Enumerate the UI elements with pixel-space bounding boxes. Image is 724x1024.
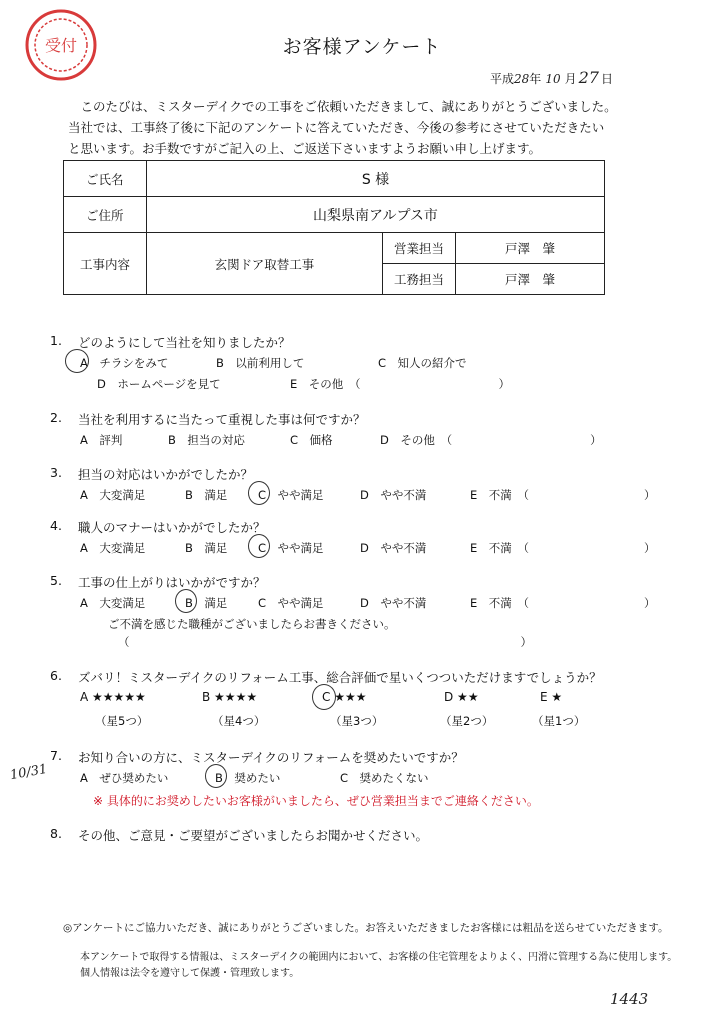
q3-option-e: E 不満 （ ） xyxy=(470,488,656,502)
stamp-text: 受付 xyxy=(44,36,78,55)
q4-number: 4. xyxy=(50,518,62,533)
q7-number: 7. xyxy=(50,748,62,763)
q6-sub-a: （星5つ） xyxy=(95,714,149,728)
q2-number: 2. xyxy=(50,410,62,425)
q6-option-d: D ★★ xyxy=(444,690,479,704)
ops-value: 戸澤 肇 xyxy=(456,264,605,295)
privacy-line-1: 本アンケートで取得する情報は、ミスターデイクの範囲内において、お客様の住宅管理をよりよく、円滑に管理する為に使用します。 xyxy=(80,952,678,963)
q1-number: 1. xyxy=(50,333,62,348)
q4-option-c: C やや満足 xyxy=(258,541,324,555)
q5-option-d: D やや不満 xyxy=(360,596,427,610)
q5-option-a: A 大変満足 xyxy=(80,596,146,610)
q2-option-c: C 価格 xyxy=(290,433,333,447)
q2-option-d: D その他 （ ） xyxy=(380,433,602,447)
q3-number: 3. xyxy=(50,465,62,480)
customer-info-table xyxy=(63,160,605,295)
q7-note: ※ 具体的にお奨めしたいお客様がいましたら、ぜひ営業担当までご連絡ください。 xyxy=(93,794,539,808)
q5-option-e: E 不満 （ ） xyxy=(470,596,656,610)
address-label: ご住所 xyxy=(64,197,147,233)
work-value: 玄関ドア取替工事 xyxy=(147,233,383,295)
name-value: S 様 xyxy=(147,161,605,197)
q8-text: その他、ご意見・ご要望がございましたらお聞かせください。 xyxy=(78,828,429,843)
footer-thanks: ◎アンケートにご協力いただき、誠にありがとうございました。お答えいただきましたお客様には粗品を送らせていただきます。 xyxy=(63,922,669,934)
sales-value: 戸澤 肇 xyxy=(456,233,605,264)
intro-line-3: と思います。お手数ですがご記入の上、ご返送下さいますようお願い申し上げます。 xyxy=(68,141,542,156)
q5-option-b: B 満足 xyxy=(185,596,228,610)
sales-label: 営業担当 xyxy=(383,233,456,264)
q4-option-d: D やや不満 xyxy=(360,541,427,555)
q1-option-c: C 知人の紹介で xyxy=(378,356,467,370)
q5-option-c: C やや満足 xyxy=(258,596,324,610)
q1-option-e: E その他 （ ） xyxy=(290,377,511,391)
q6-sub-e: （星1つ） xyxy=(532,714,586,728)
q1-option-d: D ホームページを見て xyxy=(97,377,221,391)
q6-sub-d: （星2つ） xyxy=(440,714,494,728)
q5-answer-blank: （ ） xyxy=(118,635,532,649)
q1-option-b: B 以前利用して xyxy=(216,356,305,370)
q1-option-a: A チラシをみて xyxy=(80,356,169,370)
q6-option-b: B ★★★★ xyxy=(202,690,258,704)
q6-sub-c: （星3つ） xyxy=(330,714,384,728)
q3-text: 担当の対応はいかがでしたか？ xyxy=(78,467,254,482)
q4-option-e: E 不満 （ ） xyxy=(470,541,656,555)
q6-text: ズバリ！ミスターデイクのリフォーム工事、総合評価で星いくつついただけますでしょうか？ xyxy=(78,670,602,685)
q5-text: 工事の仕上がりはいかがですか？ xyxy=(78,575,266,590)
q7-selected-mark xyxy=(205,764,227,788)
q1-text: どのようにして当社を知りましたか？ xyxy=(78,335,291,350)
q7-option-c: C 奨めたくない xyxy=(340,771,429,785)
date-era: 平成 xyxy=(490,72,515,86)
q6-option-c: C ★★★ xyxy=(322,690,367,704)
date-day: 27 xyxy=(578,68,599,87)
q2-option-a: A 評判 xyxy=(80,433,123,447)
q3-option-d: D やや不満 xyxy=(360,488,427,502)
q6-option-e: E ★ xyxy=(540,690,563,704)
work-label: 工事内容 xyxy=(64,233,147,295)
q6-number: 6. xyxy=(50,668,62,683)
q6-option-a: A ★★★★★ xyxy=(80,690,146,704)
name-label: ご氏名 xyxy=(64,161,147,197)
handwritten-page-number: 1443 xyxy=(610,990,649,1008)
date-day-label: 日 xyxy=(600,72,613,86)
date-year: 28 xyxy=(514,72,530,86)
q8-number: 8. xyxy=(50,826,62,841)
q7-text: お知り合いの方に、ミスターデイクのリフォームを奨めたいですか？ xyxy=(78,750,464,765)
address-value: 山梨県南アルプス市 xyxy=(147,197,605,233)
date-month-label: 月 xyxy=(564,72,577,86)
q4-option-b: B 満足 xyxy=(185,541,228,555)
q3-option-b: B 満足 xyxy=(185,488,228,502)
survey-date xyxy=(490,68,613,87)
margin-handwritten-date: 10/31 xyxy=(8,761,49,784)
q5-number: 5. xyxy=(50,573,62,588)
date-year-label: 年 xyxy=(529,72,542,86)
date-month: 10 xyxy=(545,72,561,86)
q4-selected-mark xyxy=(248,534,270,558)
q5-subquestion: ご不満を感じた職種がございましたらお書きください。 xyxy=(108,617,396,631)
q4-text: 職人のマナーはいかがでしたか？ xyxy=(78,520,266,535)
q7-option-a: A ぜひ奨めたい xyxy=(80,771,169,785)
q2-text: 当社を利用するに当たって重視した事は何ですか？ xyxy=(78,412,366,427)
q1-selected-mark xyxy=(65,349,89,373)
q5-selected-mark xyxy=(175,589,197,613)
ops-label: 工務担当 xyxy=(383,264,456,295)
q3-selected-mark xyxy=(248,481,270,505)
q7-option-b: B 奨めたい xyxy=(215,771,281,785)
q6-selected-mark xyxy=(312,684,336,710)
page-title: お客様アンケート xyxy=(282,36,442,58)
intro-line-2: 当社では、工事終了後に下記のアンケートに答えていただき、今後の参考にさせていただきたい xyxy=(68,120,605,135)
q4-option-a: A 大変満足 xyxy=(80,541,146,555)
q3-option-c: C やや満足 xyxy=(258,488,324,502)
footer-privacy xyxy=(80,950,700,982)
q3-option-a: A 大変満足 xyxy=(80,488,146,502)
intro-text xyxy=(68,96,708,159)
intro-line-1: このたびは、ミスターデイクでの工事をご依頼いただきまして、誠にありがとうございました。 xyxy=(80,99,617,114)
q2-option-b: B 担当の対応 xyxy=(168,433,245,447)
privacy-line-2: 個人情報は法令を遵守して保護・管理致します。 xyxy=(80,968,300,979)
q6-sub-b: （星4つ） xyxy=(212,714,266,728)
